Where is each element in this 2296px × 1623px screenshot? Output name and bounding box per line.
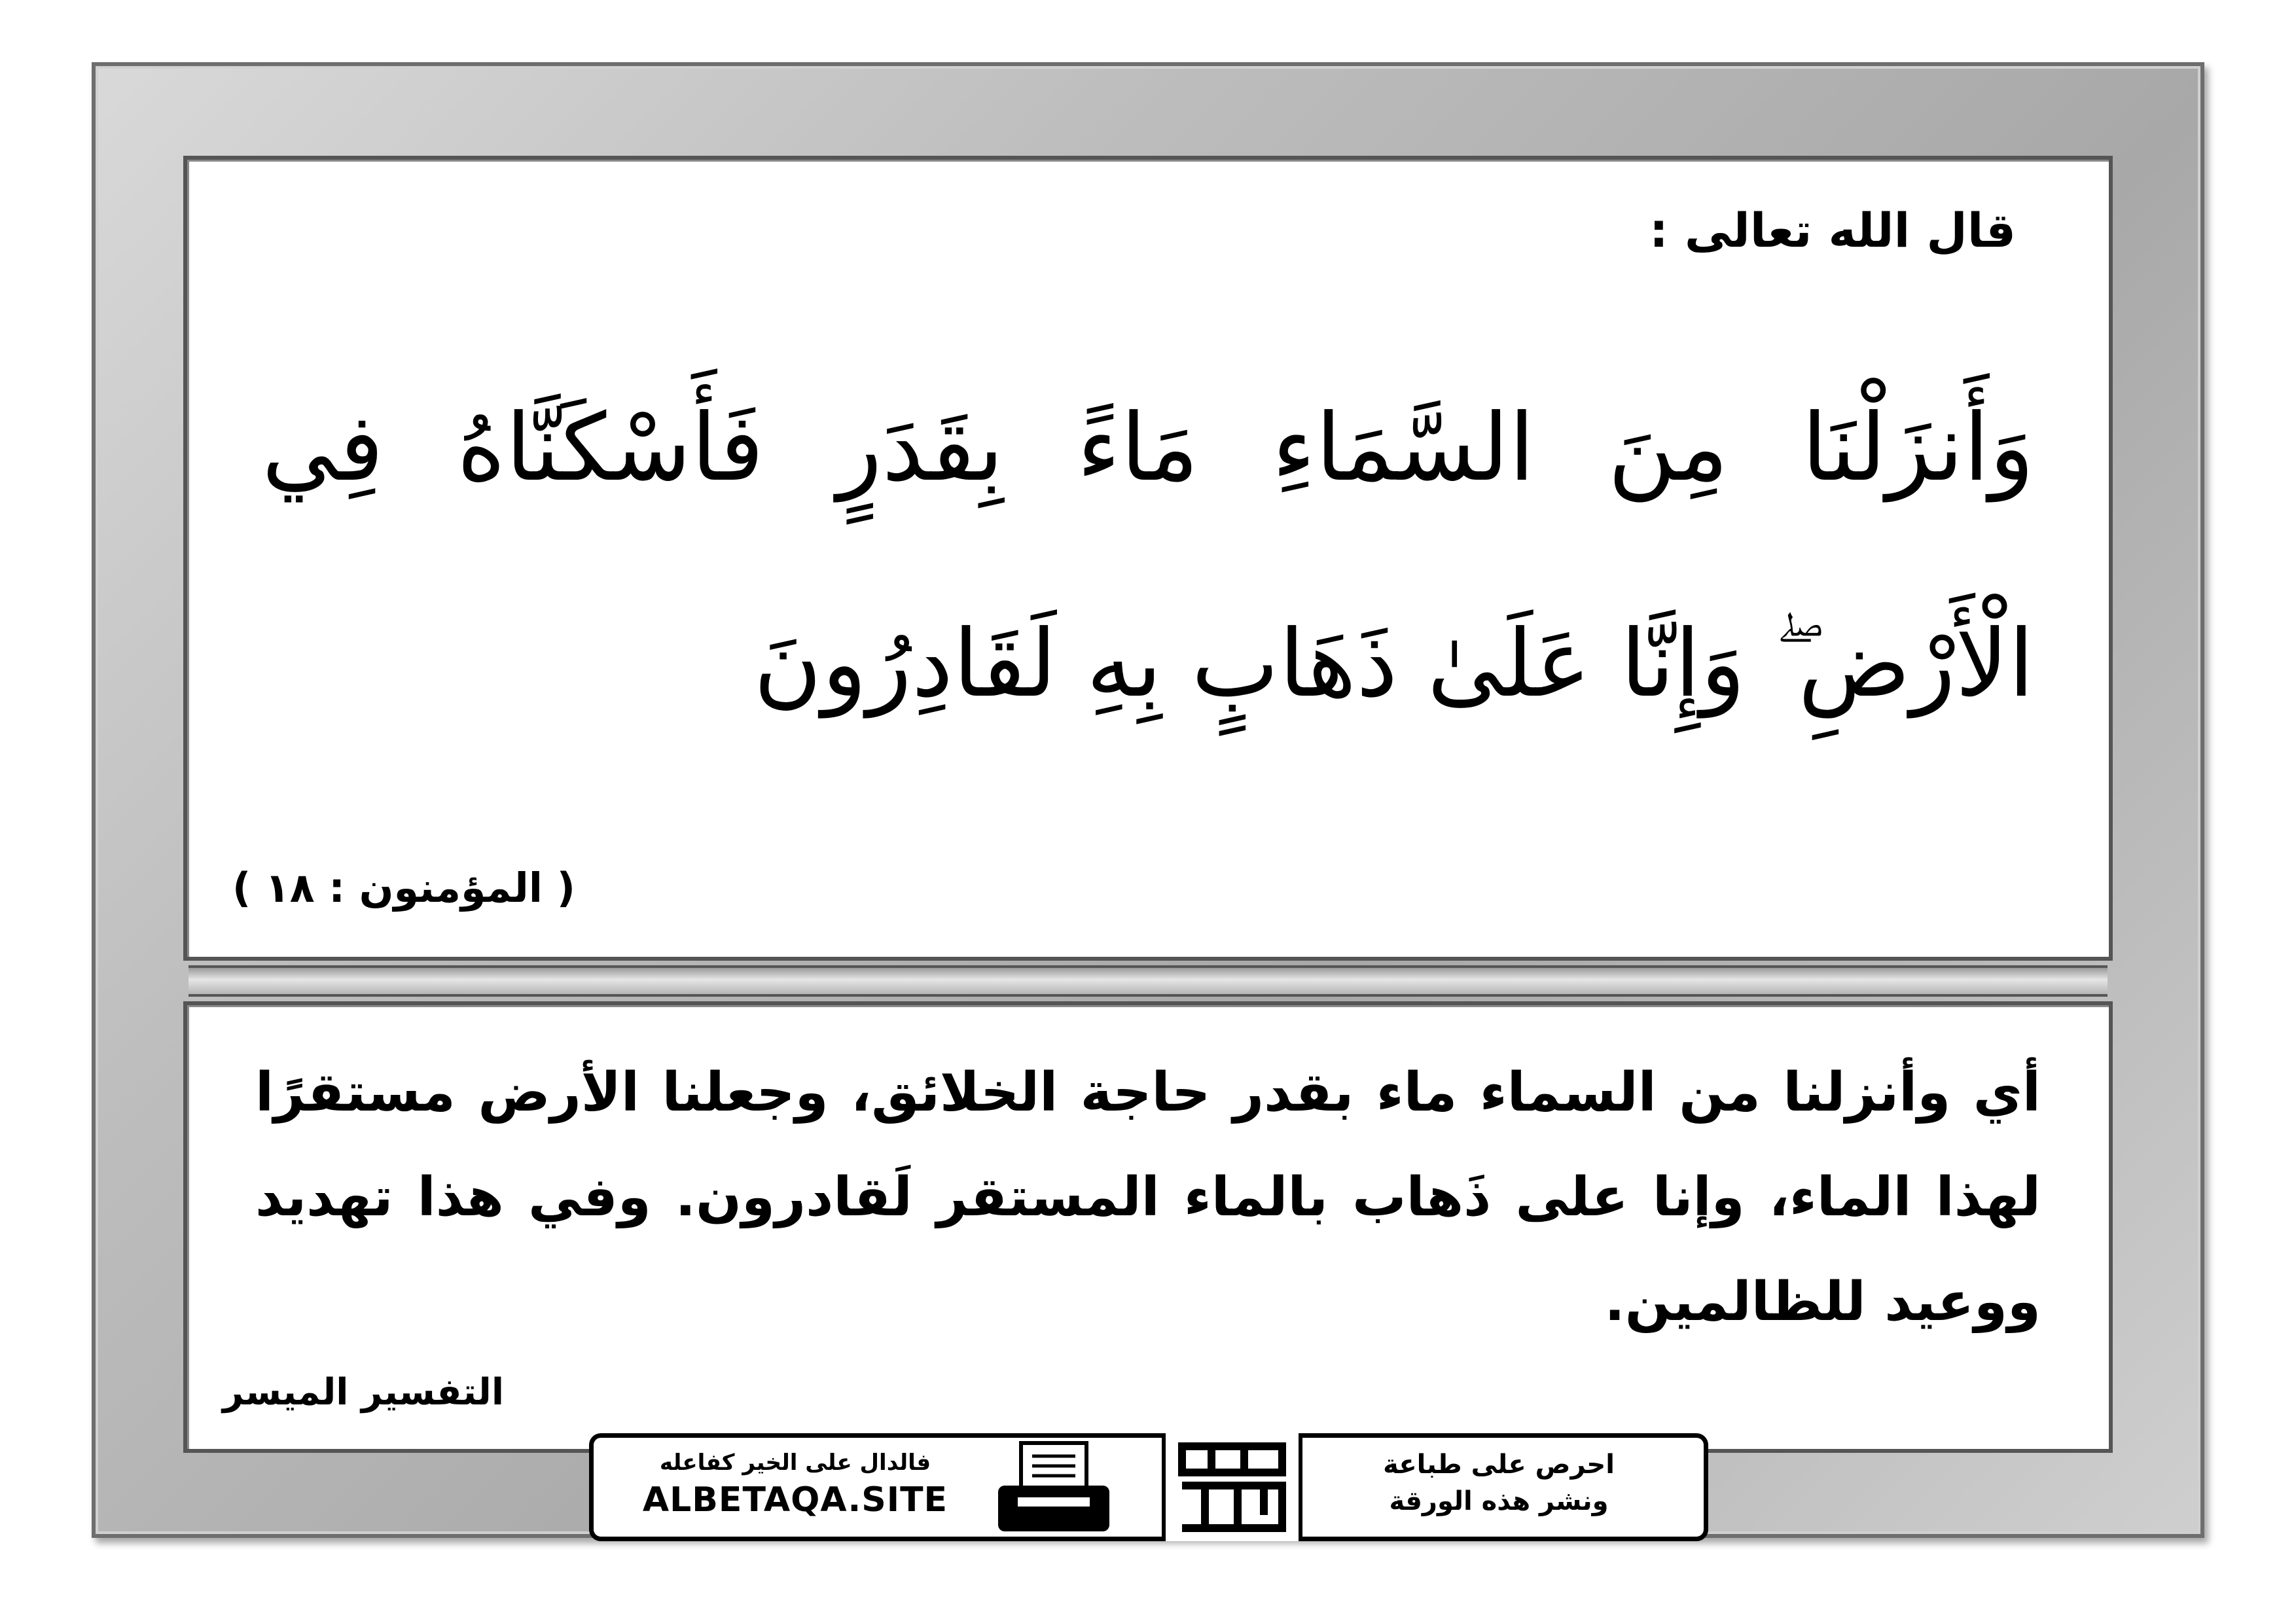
footer-website-block <box>609 1446 982 1525</box>
footer-reminder-line2: ونشر هذه الورقة <box>1389 1486 1609 1516</box>
quran-verse: وَأَنزَلْنَا مِنَ السَّمَاءِ مَاءً بِقَدَرٍ فَأَسْكَنَّاهُ فِي الْأَرْضِ ۖ وَإِنَّا عَلَىٰ ذَهَابٍ بِهِ لَقَادِرُونَ <box>262 394 2034 718</box>
footer-print-reminder <box>1316 1446 1682 1525</box>
verse-reference: ( المؤمنون : ١٨ ) <box>232 864 575 912</box>
calligraphy-logo <box>1162 1433 1302 1541</box>
panel-divider <box>188 965 2108 997</box>
footer-slogan: فالدال على الخير كفاعله <box>659 1450 931 1476</box>
intro-text: قال الله تعالى : <box>1649 203 2016 258</box>
tafsir-source: التفسير الميسر <box>223 1371 505 1414</box>
printer-icon <box>992 1440 1116 1538</box>
footer-reminder-line1: احرص على طباعة <box>1383 1450 1615 1480</box>
tafsir-text: أي وأنزلنا من السماء ماء بقدر حاجة الخلائق، وجعلنا الأرض مستقرًا لهذا الماء، وإنا على ذَهاب بالماء المستقر لَقادرون. وفي هذا تهديد ووعيد للظالمين. <box>255 1061 2041 1333</box>
footer-website: ALBETAQA.SITE <box>642 1480 948 1520</box>
